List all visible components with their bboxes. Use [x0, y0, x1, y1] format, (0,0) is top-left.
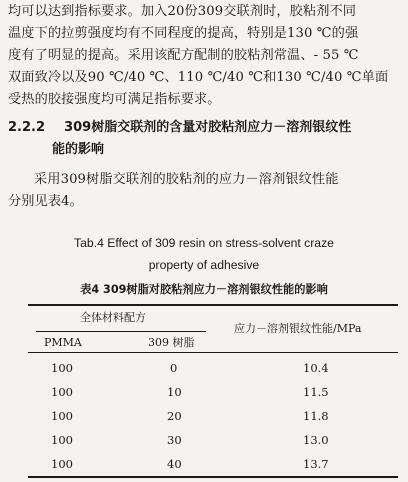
cell-pmma: 100 [51, 385, 73, 399]
cell-value: 13.0 [303, 433, 329, 447]
body-line-3: 度有了明显的提高。采用该配方配制的胶粘剂常温、- 55 ℃ [8, 48, 359, 63]
group-header: 全体材料配方 [80, 311, 146, 324]
table-caption-zh: 表4 309树脂对胶粘剂应力－溶剂银纹性能的影响 [80, 283, 328, 296]
section-text-line-1: 采用309树脂交联剂的胶粘剂的应力－溶剂银纹性能 [34, 172, 339, 187]
table-top-rule [28, 304, 398, 306]
cell-pmma: 100 [51, 409, 73, 423]
group-header-rule [36, 331, 206, 332]
cell-value: 10.4 [303, 361, 329, 375]
cell-resin: 10 [167, 385, 182, 399]
section-title-line2: 能的影响 [52, 142, 105, 157]
col-header-result: 应力－溶剂银纹性能/MPa [234, 322, 362, 335]
cell-pmma: 100 [51, 457, 73, 471]
cell-pmma: 100 [51, 433, 73, 447]
section-heading [8, 120, 351, 136]
cell-value: 11.5 [303, 385, 329, 399]
cell-resin: 20 [167, 409, 182, 423]
cell-resin: 40 [167, 457, 182, 471]
table-header-rule [28, 352, 398, 353]
body-line-4: 双面致冷以及90 ℃/40 ℃、110 ℃/40 ℃和130 ℃/40 ℃单面 [8, 70, 389, 85]
table-bottom-rule [28, 476, 398, 478]
col-header-resin: 309 树脂 [148, 336, 195, 349]
col-header-pmma: PMMA [44, 336, 82, 349]
body-line-2: 温度下的拉剪强度均有不同程度的提高，特别是130 ℃的强 [8, 26, 359, 41]
section-title-line1: 309树脂交联剂的含量对胶粘剂应力－溶剂银纹性 [64, 120, 352, 135]
body-line-5: 受热的胶接强度均可满足指标要求。 [8, 92, 221, 107]
body-line-1: 均可以达到指标要求。加入20份309交联剂时，胶粘剂不同 [8, 4, 357, 19]
cell-resin: 30 [167, 433, 182, 447]
cell-resin: 0 [170, 361, 178, 375]
cell-pmma: 100 [51, 361, 73, 375]
section-number: 2.2.2 [8, 120, 46, 135]
cell-value: 13.7 [303, 457, 329, 471]
cell-value: 11.8 [303, 409, 329, 423]
table-caption-en-line1: Tab.4 Effect of 309 resin on stress-solvent craze [74, 236, 334, 250]
section-text-line-2: 分别见表4。 [8, 194, 83, 209]
table-caption-en-line2: property of adhesive [148, 258, 260, 272]
